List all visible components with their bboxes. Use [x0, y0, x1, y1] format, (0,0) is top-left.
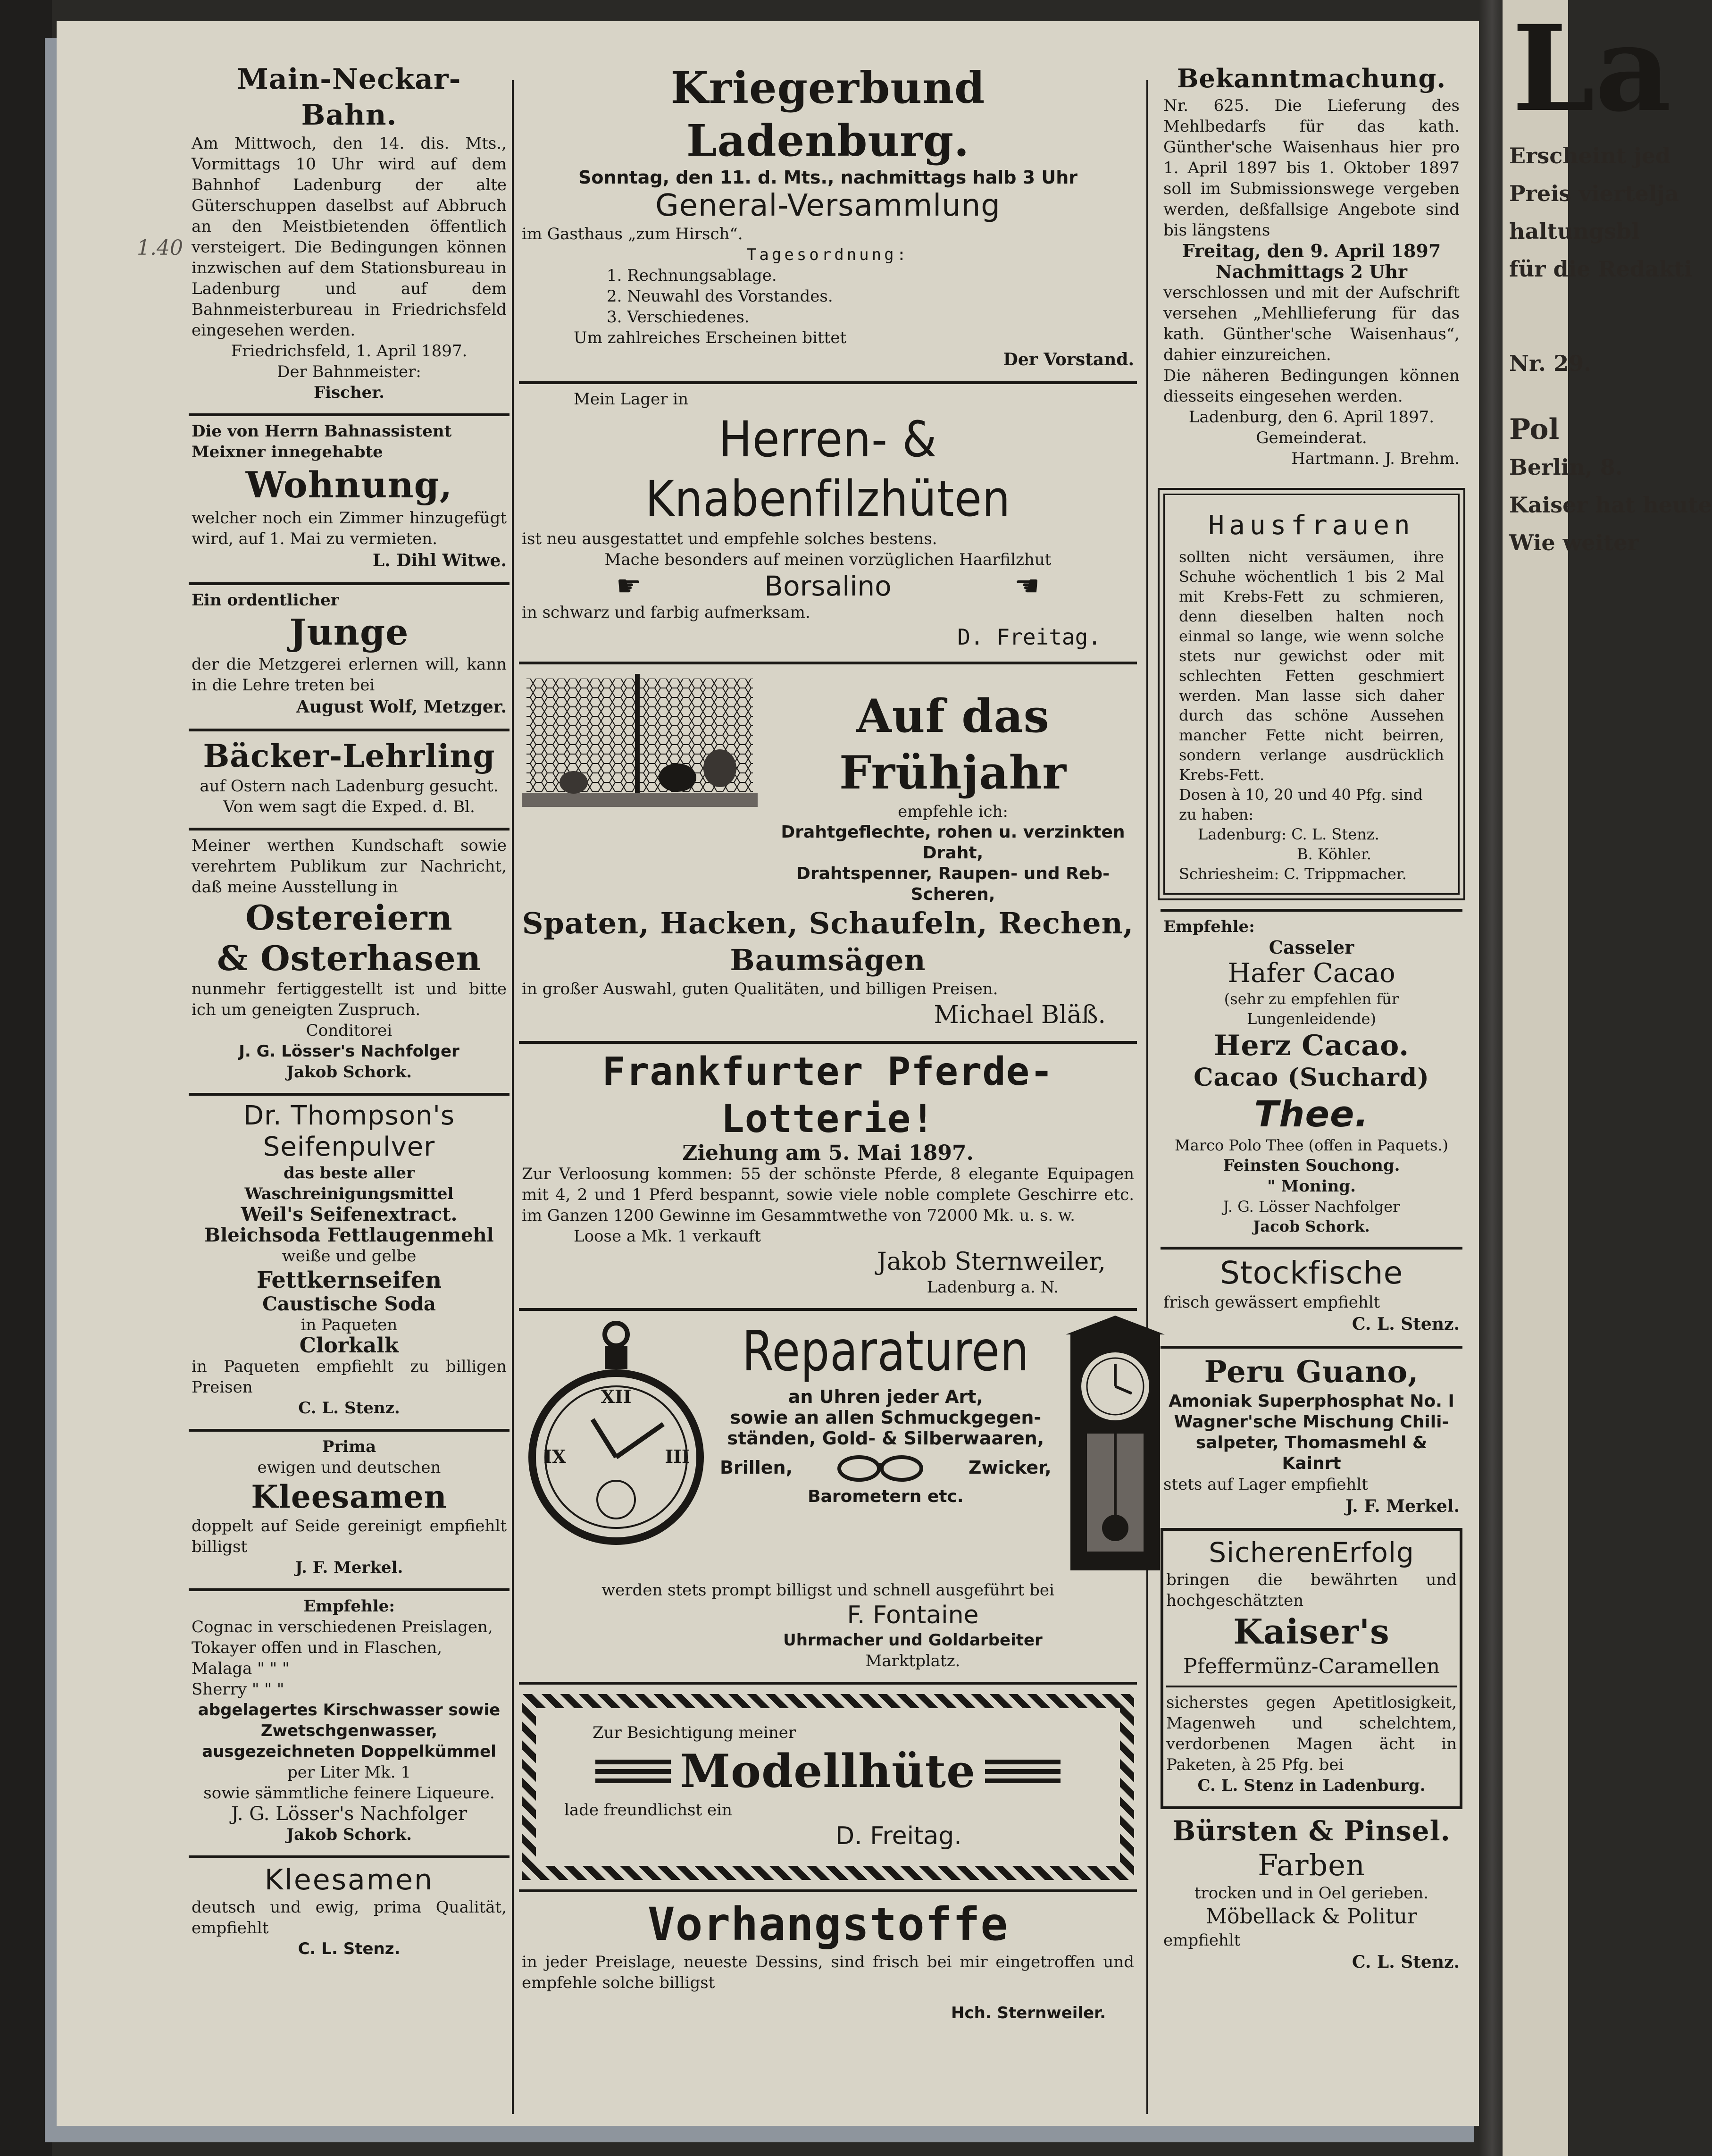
- ad-buersten-pinsel: Bürsten & Pinsel. Farben trocken und in Oel gerieben. Möbellack & Politur empfiehlt C. L. Stenz.: [1163, 1815, 1460, 1972]
- ad-peru-guano: Peru Guano, Amoniak Superphosphat No. I Wagner'sche Mischung Chili- salpeter, Thomasmehl & Kainrt stets auf Lager empfiehlt J. F. Merkel.: [1161, 1349, 1462, 1531]
- ad-kaisers-caramellen: SicherenErfolg bringen die bewährten und hochgeschätzten Kaiser's Pfeffermünz-Caramellen sicherstes gegen Apetitlosigkeit, Magenweh und schelchtem, verdorbenen Magen ächt in Paketen, à 25 Pfg. bei C. L. Stenz in Ladenburg.: [1161, 1531, 1462, 1809]
- ad-modellhuete: [519, 1685, 1137, 1892]
- ad-bekanntmachung: Bekanntmachung. Nr. 625. Die Lieferung des Mehlbedarfs für das kath. Günther'sche Waisenhaus hier pro 1. April 1897 bis 1. Oktober 1897 soll im Submissionswege vergeben werden, deßfallsige Angebote sind bis längstens Freitag, den 9. April 1897 Nachmittags 2 Uhr verschlossen und mit der Aufschrift versehen „Mehllieferung für das kath. Günther'sche Waisenhaus“, dahier einzureichen. Die näheren Bedingungen können diesseits eingesehen werden. Ladenburg, den 6. April 1897. Gemeinderat. Hartmann. J. Brehm.: [1163, 63, 1460, 468]
- ad-ostereiern: Meiner werthen Kundschaft sowie verehrtem Publikum zur Nachricht, daß meine Ausstellung in Ostereiern & Osterhasen nunmehr fertiggestellt ist und bitte ich um geneigten Zuspruch. Conditorei J. G. Lösser's Nachfolger Jakob Schork.: [189, 831, 509, 1096]
- scan-background: [0, 0, 52, 2156]
- ad-seifenpulver: Dr. Thompson's Seifenpulver das beste aller Waschreinigungsmittel Weil's Seifenextract. Bleichsoda Fettlaugenmehl weiße und gelbe Fettkernseifen Caustische Soda in Paqueten Clorkalk in Paqueten empfiehlt zu billigen Preisen C. L. Stenz.: [189, 1096, 509, 1432]
- ad-fruehjahr: Auf das Frühjahr empfehle ich: Drahtgeflechte, rohen u. verzinkten Draht, Drahtspenner, Raupen- und Reb-Scheren, Spaten, Hacken, Schaufeln, Rechen, Baumsägen in großer Auswahl, guten Qualitäten, und billigen Preisen. Michael Bläß.: [519, 664, 1137, 1044]
- ad-junge: Ein ordentlicher Junge der die Metzgerei erlernen will, kann in die Lehre treten bei August Wolf, Metzger.: [189, 585, 509, 731]
- eyeglasses-icon: [833, 1453, 927, 1482]
- margin-note: 1.40: [137, 236, 183, 260]
- decorative-lines-left: [595, 1760, 671, 1783]
- ad-pferde-lotterie: Frankfurter Pferde-Lotterie! Ziehung am 5. Mai 1897. Zur Verloosung kommen: 55 der schönste Pferde, 8 elegante Equipagen mit 4, 2 und 1 Pferd bespannt, sowie viele noble complete Geschirre etc. im Ganzen 1200 Gewinne im Gesammtwethe von 72000 Mk. u. s. w. Loose a Mk. 1 verkauft Jakob Sternweiler, Ladenburg a. N.: [519, 1044, 1137, 1311]
- right-column: [1161, 57, 1462, 1984]
- ad-kleesamen-stenz: Kleesamen deutsch und ewig, prima Qualität, empfiehlt C. L. Stenz.: [192, 1863, 507, 1958]
- ad-spirituosen: Empfehle: Cognac in verschiedenen Preislagen, Tokayer offen und in Flaschen, Malaga " " " Sherry " " " abgelagertes Kirschwasser sowie Zwetschgenwasser, ausgezeichneten Doppelkümmel per Liter Mk. 1 sowie sämmtliche feinere Liqueure. J. G. Lösser's Nachfolger Jakob Schork.: [189, 1591, 509, 1858]
- column-rule-1: [512, 80, 514, 2114]
- ad-stockfische: Stockfische frisch gewässert empfiehlt C. L. Stenz.: [1161, 1250, 1462, 1349]
- pointing-hand-left-icon: ☚: [1014, 570, 1040, 603]
- ad-vorhangstoffe: Vorhangstoffe in jeder Preislage, neueste Dessins, sind frisch bei mir eingetroffen und empfehle solche billigst Hch. Sternweiler.: [522, 1898, 1134, 2022]
- pointing-hand-right-icon: ☛: [616, 570, 642, 603]
- next-page-fragment: La Erscheint jed Preis viertelja haltungsbl für die Redakti Nr. 29. Pol Berlin, 8. Kaiser hat heute Wie weiter: [1503, 0, 1568, 2156]
- decorative-border-box: Zur Besichtigung meiner Modellhüte lade freundlichst ein D. Freitag.: [522, 1694, 1134, 1880]
- ad-kriegerbund: Kriegerbund Ladenburg. Sonntag, den 11. d. Mts., nachmittags halb 3 Uhr General-Versammlung im Gasthaus „zum Hirsch“. Tagesordnung: 1. Rechnungsablage. 2. Neuwahl des Vorstandes. 3. Verschiedenes. Um zahlreiches Erscheinen bittet Der Vorstand.: [519, 57, 1137, 384]
- ad-filzhuete: Mein Lager in Herren- & Knabenfilzhüten ist neu ausgestattet und empfehle solches bestens. Mache besonders auf meinen vorzüglichen Haarfilzhut ☛ Borsalino ☚ in schwarz und farbig aufmerksam. D. Freitag.: [519, 384, 1137, 664]
- pocket-watch-illustration: [522, 1316, 710, 1580]
- svg-text:IX: IX: [543, 1446, 566, 1467]
- ad-reparaturen: XII III IX Reparaturen an Uhren jeder Art, sowie an allen Schmuckgegen- ständen, Gold- & Silberwaaren, Brillen, Zwicker, Barometern etc. werden stets prompt billigst und schnell ausgeführt bei F. Fontaine Uhrmacher und Goldarbeiter Marktplatz.: [519, 1311, 1137, 1685]
- column-rule-2: [1146, 80, 1148, 2114]
- ad-kleesamen-merkel: Prima ewigen und deutschen Kleesamen doppelt auf Seide gereinigt empfiehlt billigst J. F. Merkel.: [189, 1432, 509, 1591]
- decorative-lines-right: [985, 1760, 1061, 1783]
- pendulum-clock-illustration: [1061, 1316, 1169, 1580]
- svg-text:XII: XII: [601, 1386, 632, 1407]
- next-page-masthead: La: [1512, 0, 1671, 138]
- chicken-coop-illustration: [522, 669, 758, 811]
- ad-baecker-lehrling: Bäcker-Lehrling auf Ostern nach Ladenburg gesucht. Von wem sagt die Exped. d. Bl.: [189, 731, 509, 831]
- ad-hausfrauen: Hausfrauen sollten nicht versäumen, ihre Schuhe wöchentlich 1 bis 2 Mal mit Krebs-Fett zu schmieren, denn dieselben halten noch einmal so lange, wie wenn solche stets nur gewichst oder mit schlechten Fetten geschmiert werden. Man lasse sich daher durch das schöne Aussehen mancher Fette nicht beirren, sondern verlange ausdrücklich Krebs-Fett. Dosen à 10, 20 und 40 Pfg. sind zu haben: Ladenburg: C. L. Stenz. B. Köhler. Schriesheim: C. Trippmacher.: [1163, 494, 1460, 895]
- book-gutter: [1479, 0, 1505, 2156]
- ad-cacao-thee: Empfehle: Casseler Hafer Cacao (sehr zu empfehlen für Lungenleidende) Herz Cacao. Cacao (Suchard) Thee. Marco Polo Thee (offen in Paquets.) Feinsten Souchong. " Moning. J. G. Lösser Nachfolger Jacob Schork.: [1161, 909, 1462, 1250]
- left-column: [189, 57, 509, 1970]
- ad-main-neckar-bahn: Main-Neckar-Bahn. Am Mittwoch, den 14. dis. Mts., Vormittags 10 Uhr wird auf dem Bahnhof Ladenburg der alte Güterschuppen daselbst auf Abbruch an den Meistbietenden öffentlich versteigert. Die Bedingungen können inzwischen auf dem Stationsbureau in Ladenburg und auf dem Bahnmeisterbureau in Friedrichsfeld eingesehen werden. Friedrichsfeld, 1. April 1897. Der Bahnmeister: Fischer.: [189, 57, 509, 416]
- ad-wohnung: Die von Herrn Bahnassistent Meixner innegehabte Wohnung, welcher noch ein Zimmer hinzugefügt wird, auf 1. Mai zu vermieten. L. Dihl Witwe.: [189, 416, 509, 585]
- svg-text:III: III: [665, 1446, 690, 1467]
- middle-column: [519, 57, 1137, 2034]
